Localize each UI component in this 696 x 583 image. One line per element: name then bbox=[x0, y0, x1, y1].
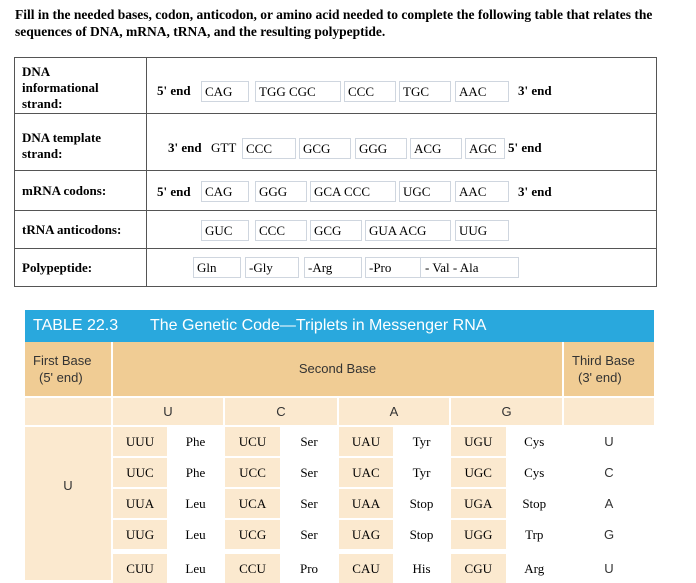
row-label: DNA template strand: bbox=[15, 114, 147, 170]
amino-acid-cell bbox=[168, 520, 223, 549]
third-base-letter: C bbox=[604, 465, 614, 480]
answer-box[interactable]: -Pro bbox=[365, 257, 421, 278]
amino-acid-text: Tyr bbox=[412, 465, 431, 480]
table-title: The Genetic Code—Triplets in Messenger RNA bbox=[150, 317, 487, 334]
codon-cell bbox=[225, 458, 280, 487]
codon-cell bbox=[451, 520, 506, 549]
instructions-text: Fill in the needed bases, codon, anticodon, or amino acid needed to complete the following table that relates the sequences of DNA, mRNA, tRNA, and the resulting polypeptide. bbox=[15, 7, 653, 39]
codon-cell bbox=[225, 427, 280, 456]
third-base-cell bbox=[564, 489, 654, 518]
amino-acid-text: Leu bbox=[185, 561, 206, 576]
codon-text: UGU bbox=[464, 434, 493, 449]
answer-box[interactable]: CAG bbox=[201, 81, 249, 102]
codon-cell bbox=[451, 427, 506, 456]
amino-acid-cell bbox=[507, 489, 563, 518]
amino-acid-text: Pro bbox=[299, 561, 319, 576]
second-base-letter: G bbox=[501, 404, 512, 419]
answer-box[interactable]: UUG bbox=[455, 220, 509, 241]
answer-box[interactable]: GUC bbox=[201, 220, 249, 241]
third-base-header: Third Base (3' end) bbox=[564, 342, 654, 396]
row-polypeptide bbox=[15, 249, 656, 286]
amino-acid-text: Arg bbox=[524, 561, 545, 576]
given-bases: GTT bbox=[211, 140, 237, 155]
third-base-letter: G bbox=[603, 527, 615, 542]
codon-text: UCC bbox=[239, 465, 266, 480]
answer-box[interactable]: AAC bbox=[455, 181, 509, 202]
amino-acid-text: Leu bbox=[185, 496, 206, 511]
amino-acid-cell bbox=[394, 458, 449, 487]
three-prime-end: 3' end bbox=[168, 140, 202, 155]
codon-cell bbox=[339, 520, 393, 549]
five-prime-end: 5' end bbox=[157, 83, 191, 98]
codon-text: UCG bbox=[238, 527, 267, 542]
amino-acid-cell bbox=[394, 520, 449, 549]
amino-acid-cell bbox=[281, 520, 337, 549]
amino-acid-cell bbox=[507, 520, 563, 549]
codon-cell bbox=[451, 489, 506, 518]
answer-box-frame bbox=[421, 257, 519, 278]
codon-text: UAA bbox=[351, 496, 381, 511]
row-trna-anticodons bbox=[15, 211, 656, 249]
amino-acid-cell bbox=[168, 554, 223, 583]
codon-cell bbox=[225, 489, 280, 518]
answer-box[interactable]: -Gly bbox=[245, 257, 299, 278]
row-dna-template bbox=[15, 114, 656, 171]
three-prime-end: 3' end bbox=[518, 184, 552, 199]
codon-text: UUU bbox=[125, 434, 155, 449]
codon-cell bbox=[113, 458, 167, 487]
amino-acid-text: Phe bbox=[185, 465, 206, 480]
blank-cell bbox=[564, 398, 654, 425]
amino-acid-text: Ser bbox=[300, 465, 318, 480]
codon-cell bbox=[339, 554, 393, 583]
answer-box[interactable]: CCC bbox=[242, 138, 296, 159]
blank-cell bbox=[25, 398, 111, 425]
row-label: DNA informational strand: bbox=[15, 58, 147, 113]
codon-text: UUA bbox=[125, 496, 155, 511]
third-base-cell bbox=[564, 458, 654, 487]
amino-acid-text: Stop bbox=[522, 496, 547, 511]
codon-text: UGG bbox=[464, 527, 493, 542]
answer-box[interactable]: GCG bbox=[310, 220, 362, 241]
amino-acid-text: Cys bbox=[524, 465, 545, 480]
amino-acid-cell bbox=[168, 489, 223, 518]
codon-cell bbox=[113, 427, 167, 456]
row-label: Polypeptide: bbox=[15, 249, 147, 286]
table-title-bar bbox=[25, 310, 654, 342]
codon-cell bbox=[451, 458, 506, 487]
answer-box[interactable]: AAC bbox=[455, 81, 509, 102]
row-dna-informational bbox=[15, 58, 656, 114]
answer-box[interactable]: -Arg bbox=[304, 257, 362, 278]
table-label: TABLE 22.3 bbox=[33, 317, 119, 334]
third-base-cell bbox=[564, 554, 654, 583]
row-label: tRNA anticodons: bbox=[15, 211, 147, 248]
amino-acid-cell bbox=[168, 458, 223, 487]
third-base-letter: A bbox=[604, 496, 614, 511]
given-amino-acids: - Val - Ala bbox=[425, 260, 479, 275]
first-base-header: First Base (5' end) bbox=[25, 342, 111, 396]
dna-problem-table bbox=[14, 57, 657, 287]
codon-cell bbox=[451, 554, 506, 583]
amino-acid-cell bbox=[507, 554, 563, 583]
amino-acid-cell bbox=[281, 458, 337, 487]
codon-text: UCU bbox=[238, 434, 267, 449]
amino-acid-text: Phe bbox=[185, 434, 206, 449]
first-base-cell bbox=[25, 427, 111, 580]
answer-box[interactable]: GUA ACG bbox=[365, 220, 451, 241]
amino-acid-cell bbox=[394, 489, 449, 518]
codon-text: UAC bbox=[352, 465, 380, 480]
codon-text: CAU bbox=[352, 561, 380, 576]
row-label: mRNA codons: bbox=[15, 171, 147, 210]
answer-box[interactable]: TGG CGC bbox=[255, 81, 341, 102]
second-base-cell bbox=[113, 398, 223, 425]
five-prime-end: 5' end bbox=[508, 140, 542, 155]
second-base-letter: A bbox=[389, 404, 399, 419]
amino-acid-cell bbox=[394, 554, 449, 583]
answer-box[interactable]: GGG bbox=[255, 181, 307, 202]
codon-text: UGA bbox=[464, 496, 493, 511]
second-base-cell bbox=[339, 398, 449, 425]
codon-cell bbox=[225, 554, 280, 583]
answer-box[interactable]: CCC bbox=[344, 81, 396, 102]
answer-box[interactable]: AGC bbox=[465, 138, 505, 159]
amino-acid-text: Cys bbox=[524, 434, 545, 449]
second-base-header: Second Base bbox=[113, 342, 562, 396]
codon-text: UAU bbox=[351, 434, 381, 449]
amino-acid-text: Ser bbox=[300, 527, 318, 542]
answer-box[interactable]: UGC bbox=[399, 181, 451, 202]
amino-acid-cell bbox=[281, 427, 337, 456]
three-prime-end: 3' end bbox=[518, 83, 552, 98]
amino-acid-cell bbox=[281, 554, 337, 583]
codon-cell bbox=[339, 427, 393, 456]
amino-acid-text: Tyr bbox=[412, 434, 431, 449]
third-base-letter: U bbox=[604, 434, 614, 449]
codon-text: UGC bbox=[464, 465, 492, 480]
amino-acid-text: His bbox=[412, 561, 431, 576]
second-base-letter: C bbox=[276, 404, 286, 419]
amino-acid-cell bbox=[507, 458, 563, 487]
second-base-letter: U bbox=[163, 404, 173, 419]
codon-cell bbox=[113, 554, 167, 583]
answer-box[interactable]: CAG bbox=[201, 181, 249, 202]
codon-text: CGU bbox=[464, 561, 492, 576]
amino-acid-cell bbox=[281, 489, 337, 518]
amino-acid-cell bbox=[394, 427, 449, 456]
amino-acid-cell bbox=[507, 427, 563, 456]
second-base-cell bbox=[225, 398, 337, 425]
answer-box[interactable]: TGC bbox=[399, 81, 451, 102]
answer-box[interactable]: GCA CCC bbox=[310, 181, 396, 202]
codon-cell bbox=[113, 520, 167, 549]
codon-text: UCA bbox=[238, 496, 267, 511]
answer-box[interactable]: GCG bbox=[299, 138, 351, 159]
codon-cell bbox=[339, 458, 393, 487]
amino-acid-text: Ser bbox=[300, 434, 318, 449]
codon-text: UAG bbox=[351, 527, 381, 542]
genetic-code-table bbox=[25, 310, 654, 580]
third-base-cell bbox=[564, 427, 654, 456]
answer-box[interactable]: GGG bbox=[355, 138, 407, 159]
first-base-letter: U bbox=[63, 478, 73, 493]
codon-text: UUG bbox=[125, 527, 155, 542]
codon-text: UUC bbox=[126, 465, 154, 480]
codon-text: CUU bbox=[126, 561, 154, 576]
row-mrna-codons bbox=[15, 171, 656, 211]
codon-cell bbox=[113, 489, 167, 518]
amino-acid-text: Leu bbox=[185, 527, 206, 542]
second-base-cell bbox=[451, 398, 562, 425]
answer-box[interactable]: Gln bbox=[193, 257, 241, 278]
codon-text: CCU bbox=[239, 561, 266, 576]
answer-box[interactable]: ACG bbox=[410, 138, 462, 159]
amino-acid-text: Stop bbox=[409, 496, 434, 511]
amino-acid-cell bbox=[168, 427, 223, 456]
amino-acid-text: Trp bbox=[525, 527, 544, 542]
amino-acid-text: Ser bbox=[300, 496, 318, 511]
codon-cell bbox=[339, 489, 393, 518]
five-prime-end: 5' end bbox=[157, 184, 191, 199]
answer-box[interactable]: CCC bbox=[255, 220, 307, 241]
third-base-letter: U bbox=[604, 561, 614, 576]
codon-cell bbox=[225, 520, 280, 549]
third-base-cell bbox=[564, 520, 654, 549]
amino-acid-text: Stop bbox=[409, 527, 434, 542]
